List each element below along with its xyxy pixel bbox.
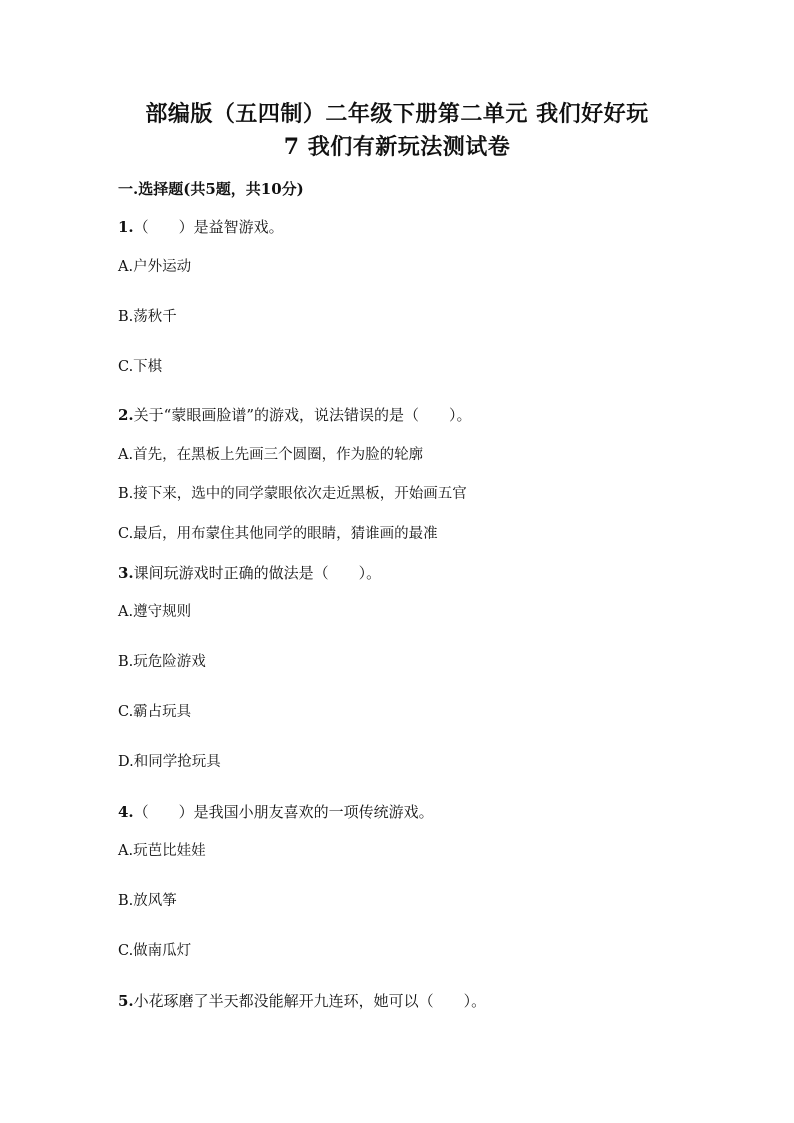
question-3-option-b: B.玩危险游戏 — [118, 654, 206, 670]
question-text: （ ）是益智游戏。 — [133, 218, 284, 236]
question-number: 4. — [118, 803, 134, 821]
question-3 — [118, 563, 381, 583]
question-4-option-b: B.放风筝 — [118, 893, 177, 909]
question-2-option-b: B.接下来，选中的同学蒙眼依次走近黑板，开始画五官 — [118, 486, 467, 502]
question-text: 小花琢磨了半天都没能解开九连环，她可以（ ）。 — [133, 992, 487, 1010]
question-1-option-a: A.户外运动 — [118, 259, 192, 275]
exam-title-line-2: 7 我们有新玩法测试卷 — [283, 134, 511, 160]
question-text: （ ）是我国小朋友喜欢的一项传统游戏。 — [133, 803, 434, 821]
question-number: 3. — [118, 564, 134, 582]
question-1-option-c: C.下棋 — [118, 359, 163, 375]
question-number: 1. — [118, 218, 134, 236]
question-2-option-c: C.最后，用布蒙住其他同学的眼睛，猜谁画的最准 — [118, 526, 438, 542]
question-4-option-c: C.做南瓜灯 — [118, 943, 192, 959]
question-2-option-a: A.首先，在黑板上先画三个圆圈，作为脸的轮廓 — [118, 447, 424, 463]
exam-title-line-1: 部编版（五四制）二年级下册第二单元 我们好好玩 — [145, 101, 649, 127]
question-2 — [118, 405, 472, 425]
question-3-option-c: C.霸占玩具 — [118, 704, 192, 720]
question-text: 关于“蒙眼画脸谱”的游戏，说法错误的是（ ）。 — [133, 406, 472, 424]
question-3-option-d: D.和同学抢玩具 — [118, 754, 221, 770]
question-4 — [118, 802, 434, 822]
question-5 — [118, 991, 486, 1011]
question-4-option-a: A.玩芭比娃娃 — [118, 843, 206, 859]
question-number: 5. — [118, 992, 134, 1010]
section-heading: 一.选择题(共5题，共10分) — [118, 180, 304, 198]
question-number: 2. — [118, 406, 134, 424]
question-text: 课间玩游戏时正确的做法是（ ）。 — [133, 564, 382, 582]
question-1-option-b: B.荡秋千 — [118, 309, 177, 325]
question-1 — [118, 217, 284, 237]
question-3-option-a: A.遵守规则 — [118, 604, 192, 620]
